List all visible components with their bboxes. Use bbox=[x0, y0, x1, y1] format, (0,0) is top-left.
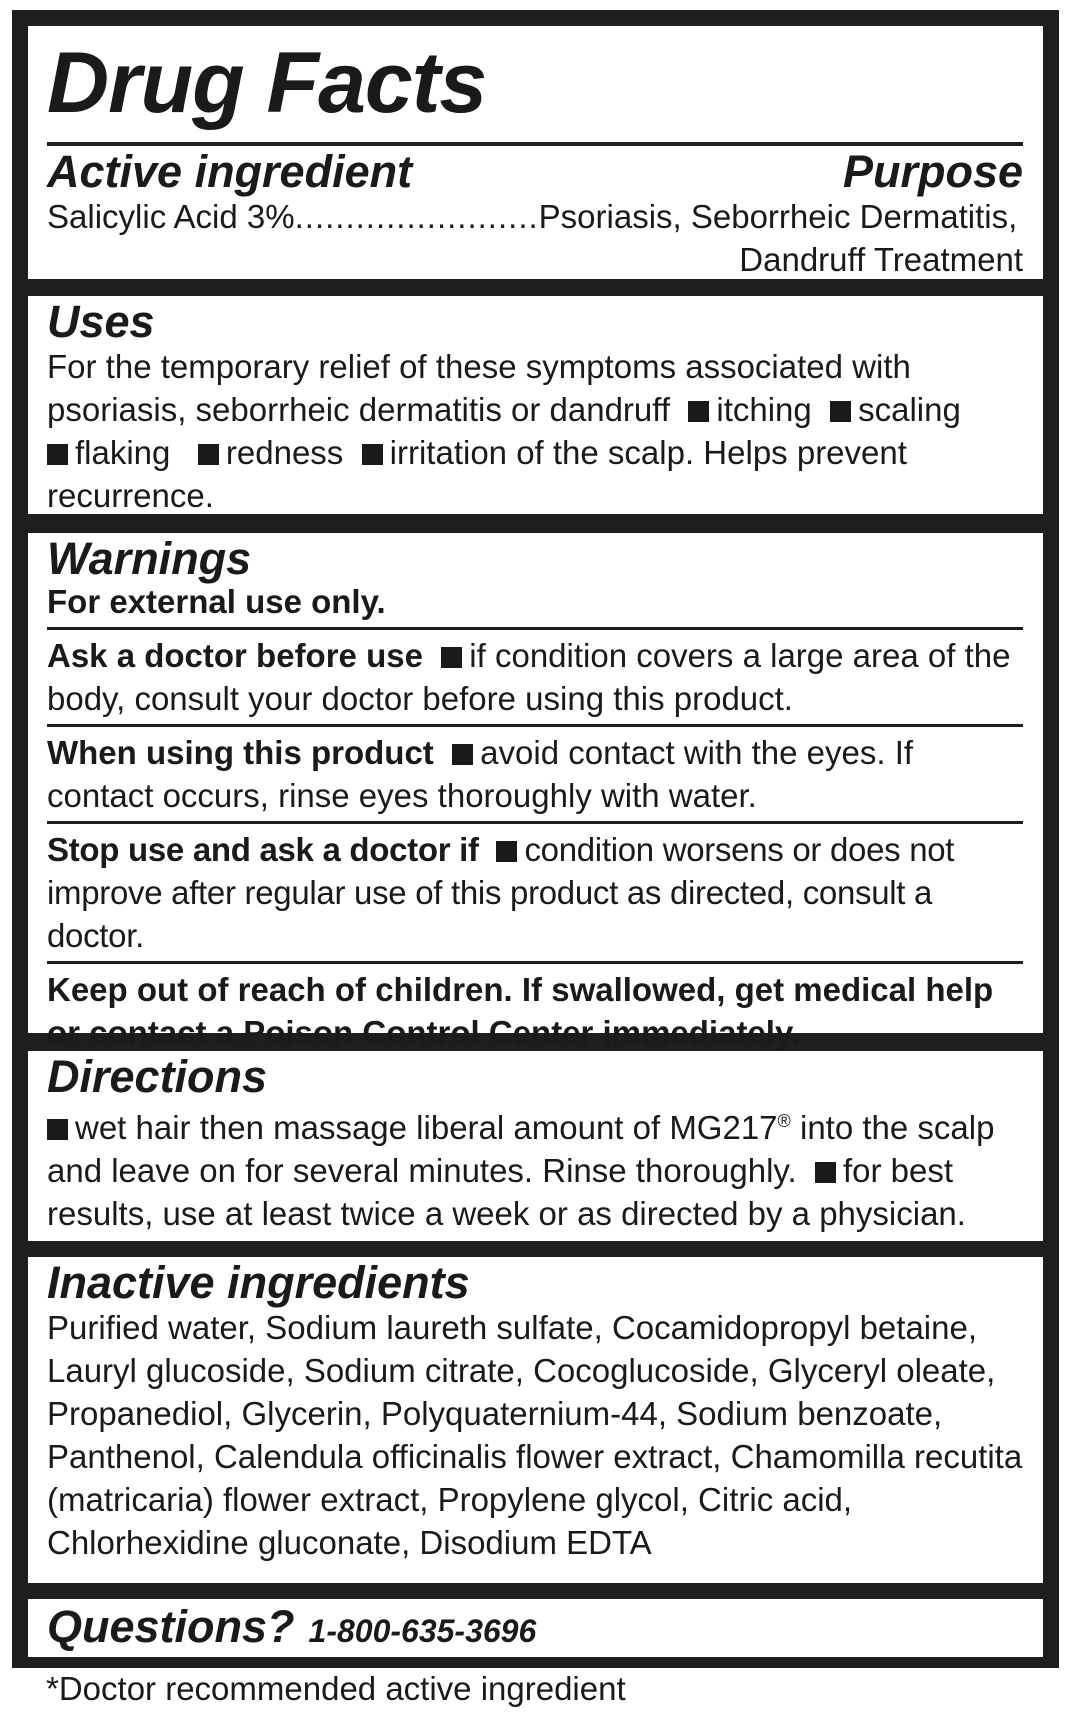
bullet-square-icon bbox=[688, 401, 709, 422]
bullet-square-icon bbox=[47, 444, 68, 465]
bullet-square-icon bbox=[496, 841, 517, 862]
active-ingredient-line bbox=[47, 195, 1023, 238]
direction-item-1b: into the scalp and leave on for several minutes. Rinse thoroughly. bbox=[47, 1109, 995, 1190]
uses-intro: For the temporary relief of these symptoms associated with psoriasis, seborrheic dermatitis or dandruff bbox=[47, 348, 911, 429]
direction-item-1a: wet hair then massage liberal amount of MG217 bbox=[75, 1109, 778, 1147]
active-header-row bbox=[47, 148, 1023, 195]
directions-heading: Directions bbox=[47, 1051, 268, 1102]
divider bbox=[47, 821, 1023, 824]
directions-text bbox=[47, 1100, 1023, 1235]
ingredient-name: Salicylic Acid 3% bbox=[47, 198, 295, 236]
dot-leader: ........................ bbox=[294, 198, 539, 236]
bullet-square-icon bbox=[815, 1162, 836, 1183]
bullet-square-icon bbox=[441, 647, 462, 668]
footnote: *Doctor recommended active ingredient bbox=[46, 1670, 626, 1707]
active-ingredient-heading: Active ingredient bbox=[47, 146, 413, 197]
uses-heading: Uses bbox=[47, 296, 155, 347]
divider bbox=[47, 724, 1023, 727]
use-item: scaling bbox=[858, 391, 961, 429]
uses-text bbox=[47, 345, 1023, 517]
uses-panel bbox=[28, 296, 1043, 514]
use-item: redness bbox=[225, 434, 344, 472]
registered-mark: ® bbox=[777, 1111, 791, 1132]
active-ingredient-panel bbox=[28, 26, 1043, 279]
when-using-label: When using this product bbox=[47, 734, 434, 772]
ask-doctor-label: Ask a doctor before use bbox=[47, 637, 423, 675]
inactive-ingredients-text: Purified water, Sodium laureth sulfate, Cocamidopropyl betaine, Lauryl glucoside, Sodium citrate, Cocoglucoside, Glyceryl oleate, Propanediol, Glycerin, Polyquaternium-44, Sodium benzoate, Panthenol, Calendula officinalis flower extract, Chamomilla recutita (matricaria) flower extract, Propylene glycol, Citric acid, Chlorhexidine gluconate, Disodium EDTA bbox=[47, 1309, 1023, 1562]
purpose-text-cont: Dandruff Treatment bbox=[739, 241, 1023, 279]
external-use-text: For external use only. bbox=[47, 583, 386, 621]
stop-use-block bbox=[47, 828, 1023, 957]
direction-item-2: for best results, use at least twice a week or as directed by a physician. bbox=[47, 1152, 966, 1233]
questions-heading: Questions? bbox=[47, 1601, 295, 1652]
bullet-square-icon bbox=[452, 744, 473, 765]
questions-row bbox=[47, 1599, 1023, 1650]
divider bbox=[47, 627, 1023, 630]
stop-use-text: condition worsens or does not improve after regular use of this product as directed, consult a doctor. bbox=[47, 831, 955, 955]
inactive-heading: Inactive ingredients bbox=[47, 1257, 470, 1308]
bullet-square-icon bbox=[362, 444, 383, 465]
keep-out-of-reach-text: Keep out of reach of children. If swallowed, get medical help or contact a Poison Control Center immediately. bbox=[47, 971, 994, 1052]
purpose-heading: Purpose bbox=[842, 146, 1023, 197]
when-using-text: avoid contact with the eyes. If contact occurs, rinse eyes thoroughly with water. bbox=[47, 734, 914, 815]
use-item: itching bbox=[716, 391, 812, 429]
ask-doctor-text: if condition covers a large area of the body, consult your doctor before using this product. bbox=[47, 637, 1011, 718]
inactive-ingredients-panel bbox=[28, 1257, 1043, 1583]
use-item: irritation of the scalp. Helps prevent recurrence. bbox=[47, 434, 907, 515]
questions-panel bbox=[28, 1599, 1043, 1657]
when-using-block bbox=[47, 731, 1023, 817]
phone-number: 1-800-635-3696 bbox=[308, 1613, 537, 1649]
drug-facts-frame bbox=[12, 10, 1059, 1668]
bullet-square-icon bbox=[198, 444, 219, 465]
page-title: Drug Facts bbox=[47, 35, 487, 131]
purpose-text: Psoriasis, Seborrheic Dermatitis, bbox=[538, 198, 1018, 236]
warnings-panel bbox=[28, 533, 1043, 1052]
stop-use-label: Stop use and ask a doctor if bbox=[47, 831, 479, 869]
directions-panel bbox=[28, 1051, 1043, 1241]
bullet-square-icon bbox=[830, 401, 851, 422]
warnings-heading: Warnings bbox=[47, 533, 252, 584]
use-item: flaking bbox=[75, 434, 171, 472]
bullet-square-icon bbox=[47, 1119, 68, 1140]
divider bbox=[47, 961, 1023, 964]
ask-doctor-block bbox=[47, 634, 1023, 720]
